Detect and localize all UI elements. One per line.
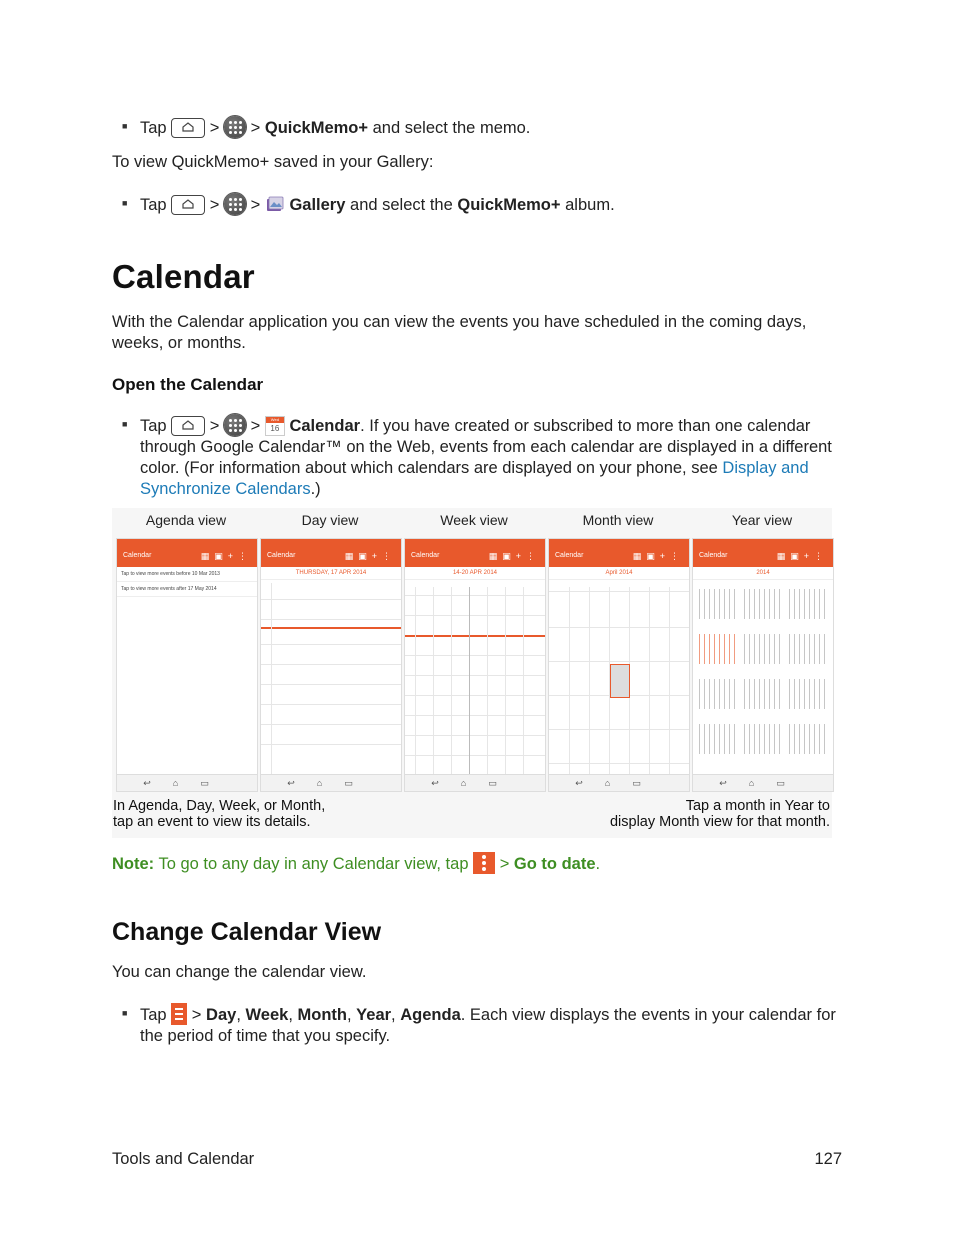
bullet-marker: ■ xyxy=(122,419,128,429)
apps-icon xyxy=(224,116,246,138)
date-header: April 2014 xyxy=(549,567,689,580)
separator: > xyxy=(499,855,510,873)
calendar-instruction: . If you have created or subscribed to more than one calendar through Google Calendar™ on the Web, events from each calendar are displayed in a different color. (For information about which calendars are displayed on your phone, see xyxy=(140,417,832,477)
tap-text: Tap xyxy=(140,196,167,214)
calendar-icon-date: 16 xyxy=(270,424,280,433)
app-bar-icons: ▦▣+⋮ xyxy=(632,551,684,561)
week-view-screen xyxy=(404,508,544,838)
date-header: THURSDAY, 17 APR 2014 xyxy=(261,567,401,580)
note-text: To go to any day in any Calendar view, tap xyxy=(158,855,469,873)
separator: > xyxy=(209,119,220,137)
note xyxy=(112,852,600,875)
instruction-text: and select the memo. xyxy=(372,119,531,137)
display-sync-calendars-link[interactable]: Display and Synchronize Calendars xyxy=(140,459,809,498)
caption-line: In Agenda, Day, Week, or Month, xyxy=(113,798,326,814)
footer-section: Tools and Calendar xyxy=(112,1150,255,1168)
section-title-change-view: Change Calendar View xyxy=(112,918,382,946)
calendar-label: Calendar xyxy=(289,417,361,435)
selected-day xyxy=(610,664,630,698)
app-bar-icons: ▦▣+⋮ xyxy=(776,551,828,561)
section-title-calendar: Calendar xyxy=(112,258,255,295)
app-bar-label: Calendar xyxy=(411,552,440,559)
caption-line: display Month view for that month. xyxy=(609,814,830,830)
app-bar-label: Calendar xyxy=(123,552,152,559)
separator: > xyxy=(209,196,220,214)
change-view-intro: You can change the calendar view. xyxy=(112,963,367,981)
page-number: 127 xyxy=(814,1150,842,1168)
calendar-intro: With the Calendar application you can view the events you have scheduled in the coming days, weeks, or months. xyxy=(112,313,807,352)
week-option: Week xyxy=(245,1006,289,1024)
gallery-intro: To view QuickMemo+ saved in your Gallery: xyxy=(112,153,434,171)
tap-text: Tap xyxy=(140,1006,167,1024)
gallery-label: Gallery xyxy=(289,196,346,214)
screen-title: Day view xyxy=(301,512,359,528)
app-bar-icons: ▦▣+⋮ xyxy=(344,551,396,561)
agenda-row: Tap to view more events after 17 May 2014 xyxy=(117,582,257,597)
tap-text: Tap xyxy=(140,119,167,137)
bullet-marker: ■ xyxy=(122,121,128,131)
screen-title: Year view xyxy=(731,512,793,528)
instruction-text: . Each view displays the events in your calendar for the period of time that you specify. xyxy=(140,1006,836,1045)
comma: , xyxy=(288,1006,293,1024)
app-bar xyxy=(261,545,401,567)
year-option: Year xyxy=(356,1006,392,1024)
year-view-screen xyxy=(692,508,832,838)
separator: > xyxy=(250,119,261,137)
caption-line: tap an event to view its details. xyxy=(113,814,311,830)
phone-screen xyxy=(548,538,690,792)
instruction-end: album. xyxy=(565,196,615,214)
comma: , xyxy=(346,1006,352,1024)
day-option: Day xyxy=(206,1006,237,1024)
apps-icon xyxy=(224,193,246,215)
home-icon xyxy=(171,416,205,436)
agenda-option: Agenda xyxy=(400,1006,461,1024)
date-header: 2014 xyxy=(693,567,833,580)
screen-title: Month view xyxy=(582,512,654,528)
menu-icon xyxy=(171,1003,187,1025)
month-option: Month xyxy=(297,1006,347,1024)
gallery-icon xyxy=(265,195,285,215)
caption-left xyxy=(113,798,325,830)
app-bar xyxy=(117,545,257,567)
agenda-view-screen xyxy=(116,508,256,838)
phone-screen xyxy=(116,538,258,792)
instruction-end: .) xyxy=(310,480,321,498)
app-bar xyxy=(693,545,833,567)
caption-line: Tap a month in Year to xyxy=(685,798,830,814)
calendar-icon-day: Wed xyxy=(266,417,284,423)
bullet-marker: ■ xyxy=(122,1008,128,1018)
instruction-text: and select the xyxy=(350,196,453,214)
subheading-open-calendar: Open the Calendar xyxy=(112,375,264,394)
go-to-date-label: Go to date xyxy=(513,855,596,873)
nav-bar: ↩⌂▭ xyxy=(549,774,689,791)
phone-screen xyxy=(404,538,546,792)
menu-overflow-icon xyxy=(473,852,495,874)
day-view-screen xyxy=(260,508,400,838)
tap-text: Tap xyxy=(140,417,167,435)
nav-bar: ↩⌂▭ xyxy=(261,774,401,791)
separator: > xyxy=(209,417,220,435)
comma: , xyxy=(391,1006,396,1024)
note-label: Note: xyxy=(112,855,155,873)
app-bar xyxy=(549,545,689,567)
separator: > xyxy=(250,196,261,214)
caption-right xyxy=(610,798,830,830)
phone-screen xyxy=(260,538,402,792)
quickmemo-label: QuickMemo+ xyxy=(264,119,369,137)
app-bar-label: Calendar xyxy=(555,552,584,559)
bullet-marker: ■ xyxy=(122,198,128,208)
comma: , xyxy=(236,1006,241,1024)
calendar-app-icon xyxy=(265,416,285,436)
app-bar-label: Calendar xyxy=(699,552,728,559)
home-icon xyxy=(171,118,205,138)
album-label: QuickMemo+ xyxy=(457,196,561,214)
month-view-screen xyxy=(548,508,688,838)
separator: > xyxy=(191,1006,202,1024)
screen-title: Agenda view xyxy=(145,512,227,528)
screen-title: Week view xyxy=(440,512,508,528)
app-bar-icons: ▦▣+⋮ xyxy=(488,551,540,561)
phone-screen xyxy=(692,538,834,792)
agenda-row: Tap to view more events before 10 Mar 2013 xyxy=(117,567,257,582)
app-bar xyxy=(405,545,545,567)
nav-bar: ↩⌂▭ xyxy=(117,774,257,791)
nav-bar: ↩⌂▭ xyxy=(693,774,833,791)
nav-bar: ↩⌂▭ xyxy=(405,774,545,791)
apps-icon xyxy=(224,414,246,436)
home-icon xyxy=(171,195,205,215)
app-bar-icons: ▦▣+⋮ xyxy=(200,551,252,561)
note-end: . xyxy=(595,855,601,873)
app-bar-label: Calendar xyxy=(267,552,296,559)
separator: > xyxy=(250,417,261,435)
date-header: 14-20 APR 2014 xyxy=(405,567,545,580)
